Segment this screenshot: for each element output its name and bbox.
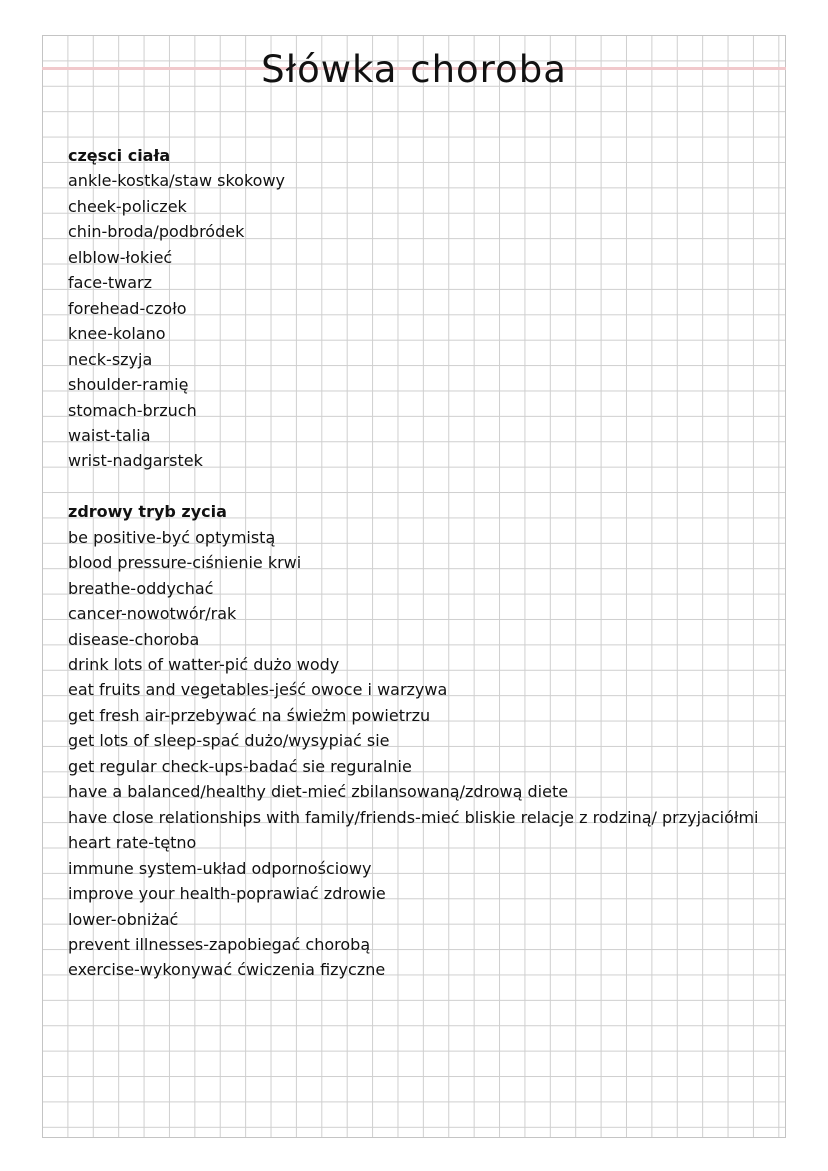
list-item: shoulder-ramię	[68, 375, 189, 395]
list-item: eat fruits and vegetables-jeść owoce i warzywa	[68, 680, 448, 700]
page-title: Słówka choroba	[261, 48, 567, 91]
section-heading: zdrowy tryb zycia	[68, 502, 227, 522]
list-item: have close relationships with family/friends-mieć bliskie relacje z rodziną/ przyjaciółmi	[68, 807, 759, 827]
list-item: have a balanced/healthy diet-mieć zbilansowaną/zdrową diete	[68, 782, 569, 802]
list-item: neck-szyja	[68, 349, 153, 369]
list-item: blood pressure-ciśnienie krwi	[68, 553, 302, 573]
section-spacer	[68, 474, 768, 499]
list-item: immune system-układ odpornościowy	[68, 858, 372, 878]
list-item: drink lots of watter-pić dużo wody	[68, 655, 340, 675]
list-item: get lots of sleep-spać dużo/wysypiać sie	[68, 731, 390, 751]
list-item: lower-obniżać	[68, 909, 179, 929]
section-body-parts	[68, 143, 768, 474]
list-item: get regular check-ups-badać sie reguralnie	[68, 756, 412, 776]
list-item: improve your health-poprawiać zdrowie	[68, 884, 386, 904]
list-item: ankle-kostka/staw skokowy	[68, 171, 285, 191]
section-healthy-lifestyle	[68, 499, 768, 983]
list-item: disease-choroba	[68, 629, 200, 649]
list-item: heart rate-tętno	[68, 833, 197, 853]
list-item: be positive-być optymistą	[68, 527, 276, 547]
list-item: get fresh air-przebywać na świeżm powietrzu	[68, 705, 431, 725]
list-item: chin-broda/podbródek	[68, 222, 245, 242]
list-item: exercise-wykonywać ćwiczenia fizyczne	[68, 960, 386, 980]
list-item: cancer-nowotwór/rak	[68, 604, 237, 624]
list-item: cheek-policzek	[68, 196, 187, 216]
list-item: prevent illnesses-zapobiegać chorobą	[68, 935, 371, 954]
vocabulary-list	[68, 143, 768, 983]
list-item: breathe-oddychać	[68, 578, 214, 598]
list-item: face-twarz	[68, 273, 152, 293]
list-item: elblow-łokieć	[68, 247, 173, 267]
list-item: knee-kolano	[68, 324, 166, 344]
list-item: stomach-brzuch	[68, 400, 197, 420]
list-item: forehead-czoło	[68, 298, 187, 318]
section-heading: częsci ciała	[68, 146, 171, 165]
list-item: waist-talia	[68, 425, 151, 445]
list-item: wrist-nadgarstek	[68, 451, 203, 471]
